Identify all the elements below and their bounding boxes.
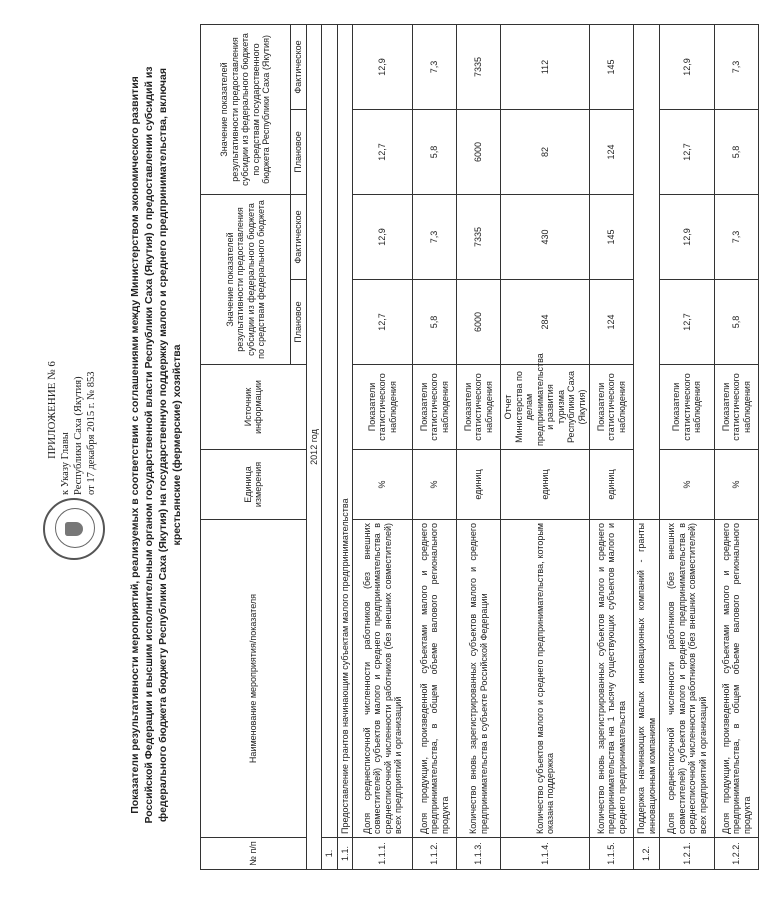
row-name: Количество вновь зарегистрированных субъектов малого и среднего предпринимательства на 1 тысячу существующих субъектов малого и среднего предпринимательства — [590, 520, 634, 838]
row-num: 1.1.2. — [413, 838, 457, 870]
header-group-federal: Значение показателей результативности предоставления субсидии из федерального бюджета по средствам федерального бюджета — [201, 194, 291, 364]
row-republic-planned: 12,7 — [660, 109, 715, 194]
appendix-number: ПРИЛОЖЕНИЕ № 6 — [46, 361, 58, 459]
header-actual-republic: Фактическое — [291, 24, 307, 109]
table-row — [353, 24, 413, 869]
appendix-line-3: от 17 декабря 2015 г. № 853 — [86, 371, 97, 495]
row-num: 1.2. — [634, 838, 660, 870]
table-row — [715, 24, 759, 869]
row-republic-actual: 112 — [501, 24, 590, 109]
row-federal-actual: 7335 — [457, 194, 501, 279]
row-section: Предоставление грантов начинающим субъектам малого предпринимательства — [337, 24, 353, 837]
row-num: 1.2.1. — [660, 838, 715, 870]
row-source: Показатели статистического наблюдения — [457, 365, 501, 450]
row-federal-planned: 12,7 — [660, 280, 715, 365]
appendix-line-2: Республики Саха (Якутия) — [73, 376, 84, 495]
row-name: Доля среднесписочной численности работников (без внешних совместителей) субъектов малого и среднего предпринимательства в среднесписочной численности работников (без внешних совместителей) всех предприятий и организаций — [353, 520, 413, 838]
row-federal-planned: 6000 — [457, 280, 501, 365]
row-source: Показатели статистического наблюдения — [660, 365, 715, 450]
row-unit: единиц — [457, 450, 501, 520]
row-federal-planned: 5,8 — [715, 280, 759, 365]
table-row — [457, 24, 501, 869]
row-source: Показатели статистического наблюдения — [353, 365, 413, 450]
row-unit: % — [413, 450, 457, 520]
row-empty — [634, 24, 660, 519]
row-num: 1.1.3. — [457, 838, 501, 870]
year-row: 2012 год — [306, 24, 322, 869]
header-actual-federal: Фактическое — [291, 194, 307, 279]
row-unit: % — [715, 450, 759, 520]
row-republic-actual: 7,3 — [413, 24, 457, 109]
table-row — [660, 24, 715, 869]
row-republic-planned: 5,8 — [715, 109, 759, 194]
row-federal-actual: 7,3 — [413, 194, 457, 279]
appendix-block — [46, 325, 98, 495]
row-name: Количество вновь зарегистрированных субъектов малого и среднего предпринимательства в субъекте Российской Федерации — [457, 520, 501, 838]
row-republic-planned: 124 — [590, 109, 634, 194]
header-unit: Единица измерения — [201, 450, 307, 520]
row-federal-planned: 12,7 — [353, 280, 413, 365]
row-section — [322, 24, 338, 837]
row-unit: % — [353, 450, 413, 520]
row-federal-planned: 124 — [590, 280, 634, 365]
header-group-republic: Значение показателей результативности предоставления субсидии из федерального бюджета по средствам государственного бюджета Республики Саха (Якутия) — [201, 24, 291, 194]
table-row — [413, 24, 457, 869]
table-row — [501, 24, 590, 869]
row-republic-actual: 145 — [590, 24, 634, 109]
row-federal-actual: 430 — [501, 194, 590, 279]
row-num: 1.1.5. — [590, 838, 634, 870]
row-federal-actual: 7,3 — [715, 194, 759, 279]
row-num: 1.1.4. — [501, 838, 590, 870]
row-source: Показатели статистического наблюдения — [590, 365, 634, 450]
row-unit: % — [660, 450, 715, 520]
header-name: Наименование мероприятия/показателя — [201, 520, 307, 838]
seal-emblem-icon — [65, 522, 83, 536]
header-planned-federal: Плановое — [291, 280, 307, 365]
row-republic-planned: 12,7 — [353, 109, 413, 194]
row-section: Поддержка начинающих малых инновационных компаний - гранты инновационным компаниям — [634, 520, 660, 838]
row-source: Отчет Министерства по делам предпринимательства и развития туризма Республики Саха (Якутия) — [501, 365, 590, 450]
row-republic-actual: 7,3 — [715, 24, 759, 109]
row-num: 1.2.2. — [715, 838, 759, 870]
row-republic-planned: 5,8 — [413, 109, 457, 194]
table-row — [590, 24, 634, 869]
row-federal-planned: 5,8 — [413, 280, 457, 365]
row-name: Доля продукции, произведенной субъектами малого и среднего предпринимательства, в общем объеме валового регионального продукта — [413, 520, 457, 838]
row-federal-actual: 12,9 — [660, 194, 715, 279]
official-seal — [43, 498, 105, 560]
table-row — [634, 24, 660, 869]
row-name: Доля среднесписочной численности работников (без внешних совместителей) субъектов малого и среднего предпринимательства в среднесписочной численности работников (без внешних совместителей) всех предприятий и организаций — [660, 520, 715, 838]
header-num: № п/п — [201, 838, 307, 870]
row-federal-actual: 12,9 — [353, 194, 413, 279]
row-republic-actual: 7335 — [457, 24, 501, 109]
row-num: 1.1. — [337, 838, 353, 870]
row-federal-planned: 284 — [501, 280, 590, 365]
table-row — [322, 24, 338, 869]
row-republic-actual: 12,9 — [660, 24, 715, 109]
row-num: 1. — [322, 838, 338, 870]
row-num: 1.1.1. — [353, 838, 413, 870]
row-unit: единиц — [590, 450, 634, 520]
indicators-table — [200, 24, 759, 870]
row-republic-actual: 12,9 — [353, 24, 413, 109]
row-republic-planned: 6000 — [457, 109, 501, 194]
header-source: Источник информации — [201, 365, 307, 450]
document-title: Показатели результативности мероприятий, реализуемых в соответствии с соглашениями между Министерством экономического развития Российской Федерации и высшим исполнительным органом государственной власти Республики Саха (Якутия) о предоставлении субсидий из федерального бюджета бюджету Республики Саха (Якутия) на государственную поддержку малого и среднего предпринимательства, включая крестьянские (фермерские) хозяйства — [129, 66, 183, 824]
row-name: Количество субъектов малого и среднего предпринимательства, которым оказана поддержка — [501, 520, 590, 838]
row-unit: единиц — [501, 450, 590, 520]
header-planned-republic: Плановое — [291, 109, 307, 194]
row-name: Доля продукции, произведенной субъектами малого и среднего предпринимательства, в общем объеме валового регионального продукта — [715, 520, 759, 838]
row-source: Показатели статистического наблюдения — [715, 365, 759, 450]
row-federal-actual: 145 — [590, 194, 634, 279]
row-republic-planned: 82 — [501, 109, 590, 194]
table-row — [337, 24, 353, 869]
row-source: Показатели статистического наблюдения — [413, 365, 457, 450]
appendix-line-1: к Указу Главы — [60, 432, 71, 495]
